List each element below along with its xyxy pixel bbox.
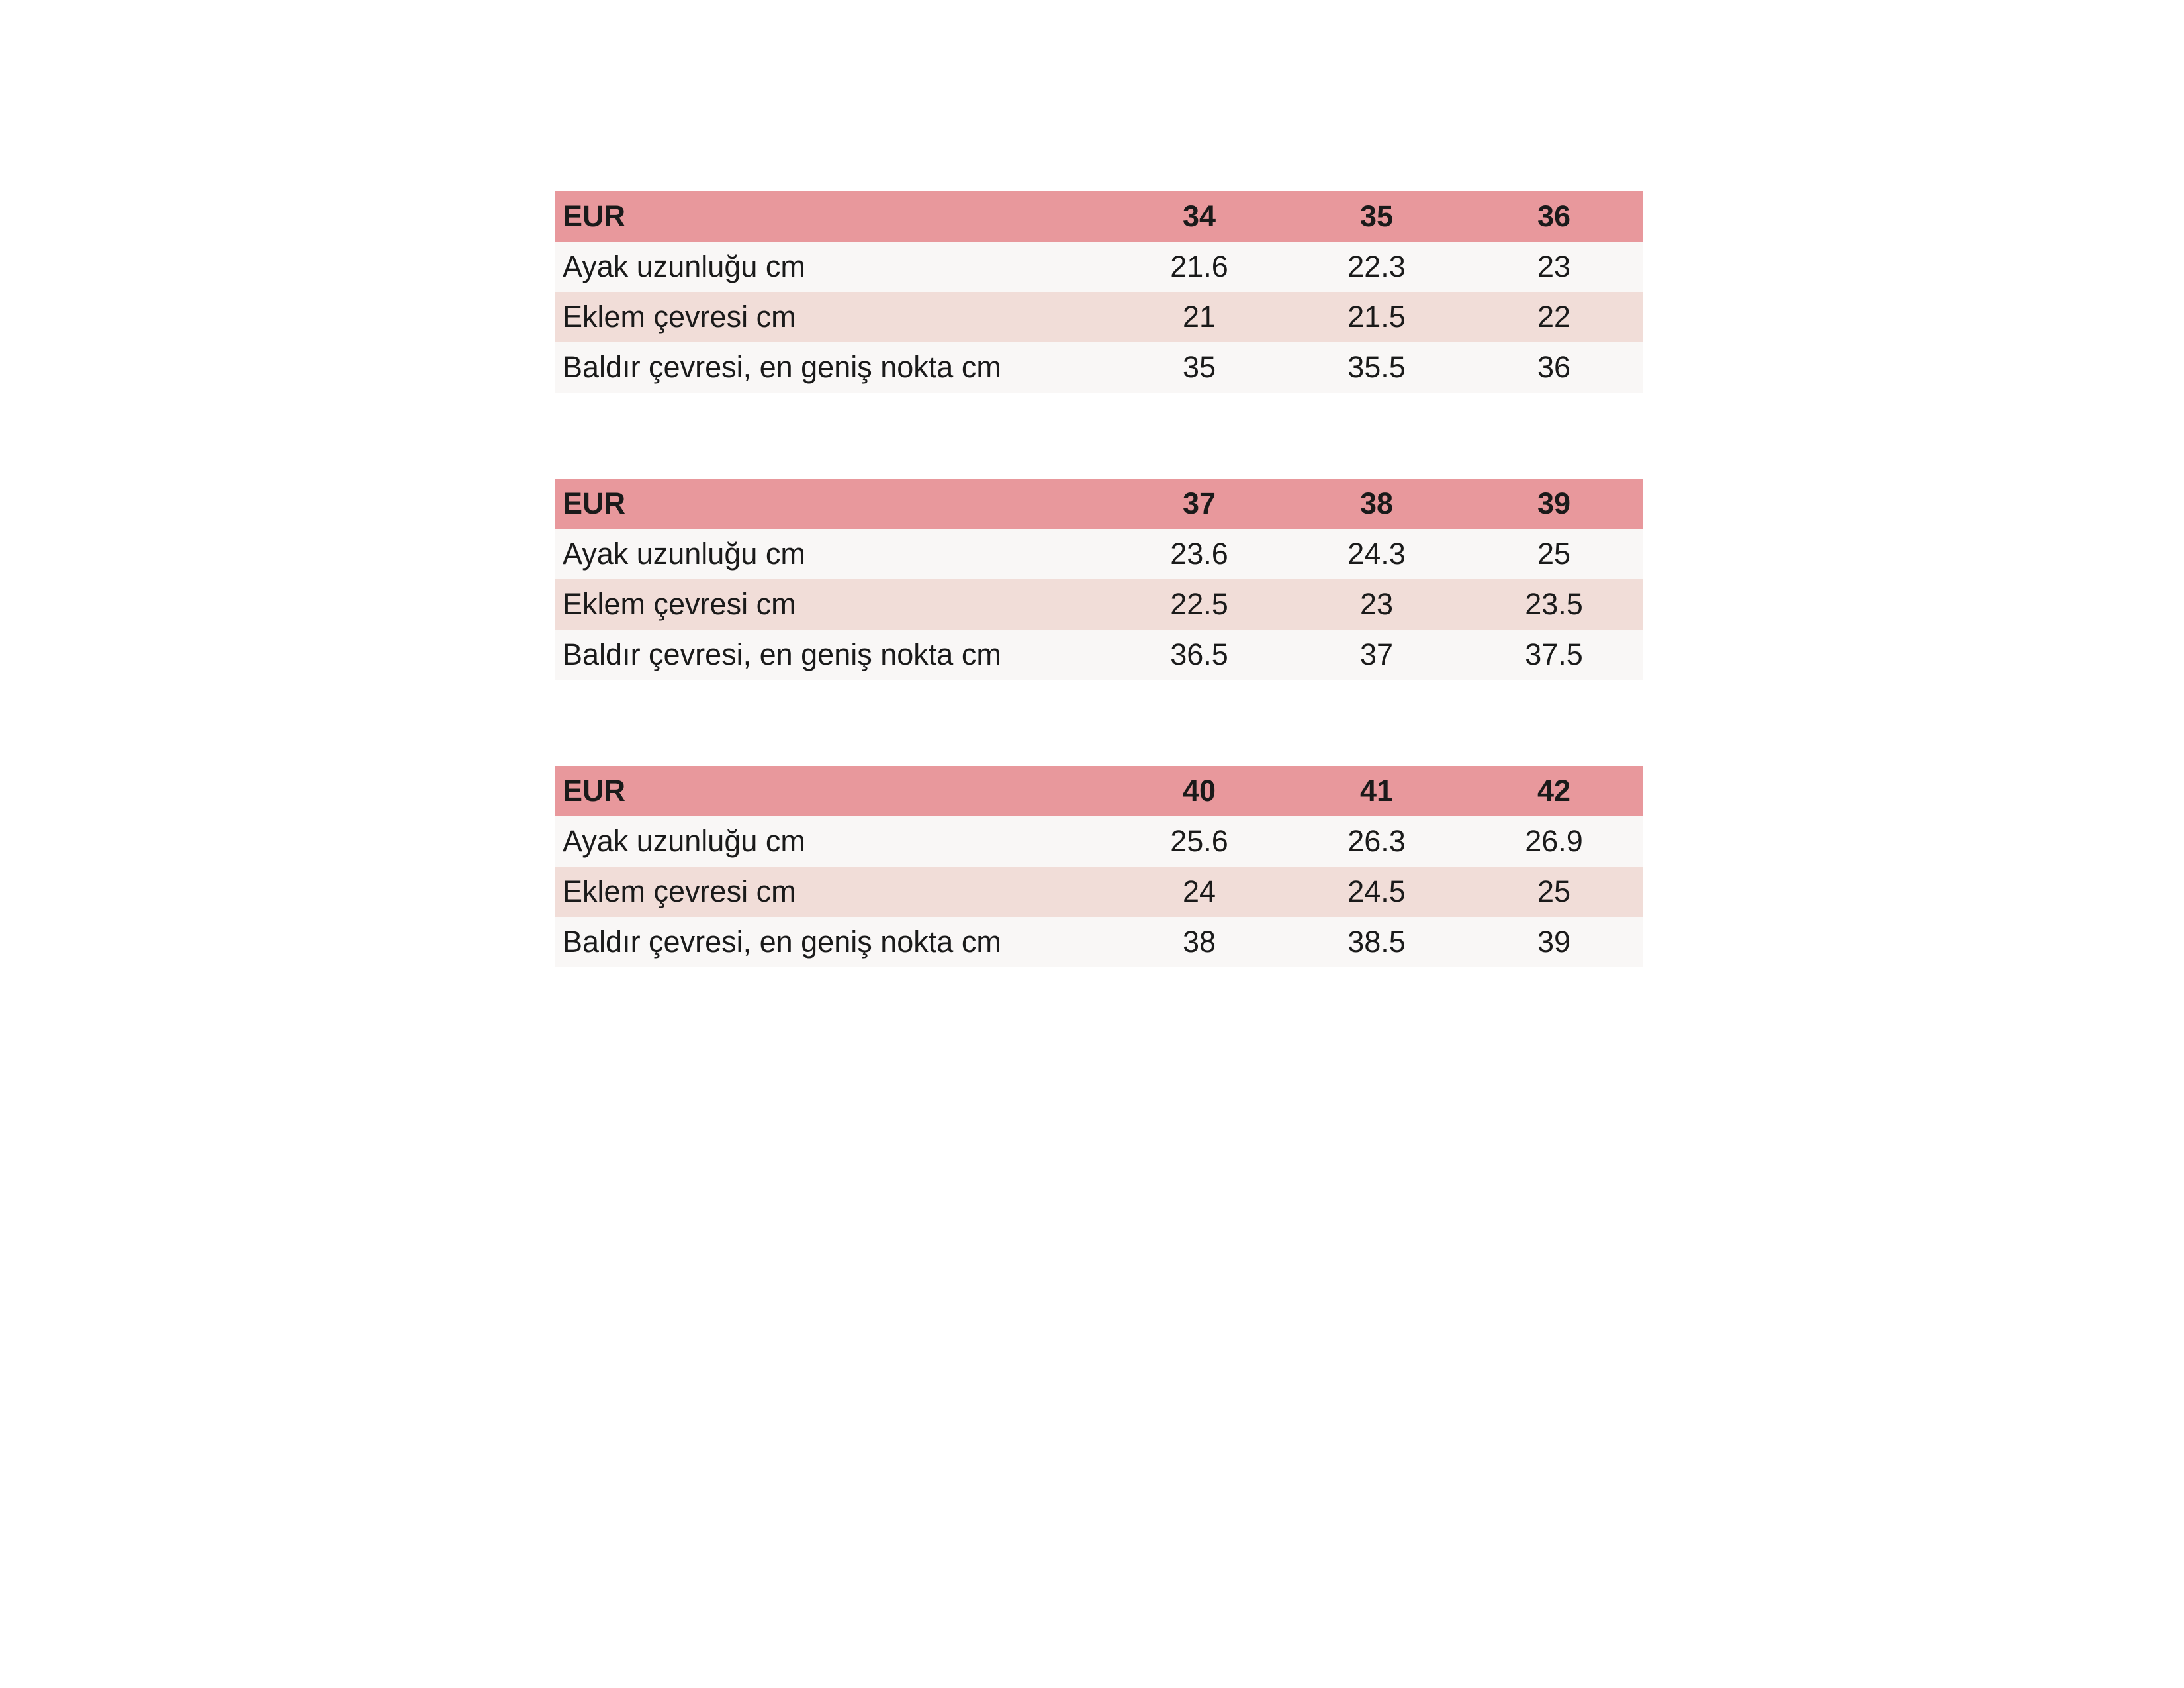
table-cell: 38 [1111, 917, 1288, 967]
size-table-1 [555, 191, 1643, 393]
table-cell: 24 [1111, 867, 1288, 917]
table-header-row [555, 479, 1643, 529]
table-cell: 37.5 [1465, 630, 1643, 680]
table-cell: 25 [1465, 867, 1643, 917]
table-header-row [555, 191, 1643, 242]
row-label: Eklem çevresi cm [555, 292, 1111, 342]
row-label: Eklem çevresi cm [555, 867, 1111, 917]
header-label-eur: EUR [555, 479, 1111, 529]
size-table-2 [555, 479, 1643, 680]
table-cell: 26.3 [1288, 816, 1465, 867]
table-cell: 36.5 [1111, 630, 1288, 680]
row-label: Ayak uzunluğu cm [555, 529, 1111, 579]
table-cell: 35.5 [1288, 342, 1465, 393]
table-cell: 36 [1465, 342, 1643, 393]
header-size: 38 [1288, 479, 1465, 529]
table-row-calf-circumference [555, 630, 1643, 680]
table-cell: 23 [1465, 242, 1643, 292]
header-size: 42 [1465, 766, 1643, 816]
header-label-eur: EUR [555, 766, 1111, 816]
row-label: Ayak uzunluğu cm [555, 816, 1111, 867]
header-size: 35 [1288, 191, 1465, 242]
header-size: 40 [1111, 766, 1288, 816]
table-row-foot-length [555, 529, 1643, 579]
row-label: Baldır çevresi, en geniş nokta cm [555, 917, 1111, 967]
table-cell: 22 [1465, 292, 1643, 342]
table-cell: 24.3 [1288, 529, 1465, 579]
table-row-joint-circumference [555, 867, 1643, 917]
table-row-calf-circumference [555, 342, 1643, 393]
table-cell: 23.5 [1465, 579, 1643, 630]
table-cell: 22.3 [1288, 242, 1465, 292]
table-cell: 22.5 [1111, 579, 1288, 630]
row-label: Ayak uzunluğu cm [555, 242, 1111, 292]
header-size: 39 [1465, 479, 1643, 529]
table-cell: 35 [1111, 342, 1288, 393]
size-table-3 [555, 766, 1643, 967]
table-row-joint-circumference [555, 292, 1643, 342]
row-label: Baldır çevresi, en geniş nokta cm [555, 630, 1111, 680]
table-row-foot-length [555, 816, 1643, 867]
table-cell: 23.6 [1111, 529, 1288, 579]
table-row-foot-length [555, 242, 1643, 292]
table-header-row [555, 766, 1643, 816]
header-size: 34 [1111, 191, 1288, 242]
row-label: Baldır çevresi, en geniş nokta cm [555, 342, 1111, 393]
table-cell: 21.6 [1111, 242, 1288, 292]
table-cell: 39 [1465, 917, 1643, 967]
row-label: Eklem çevresi cm [555, 579, 1111, 630]
header-size: 36 [1465, 191, 1643, 242]
table-cell: 26.9 [1465, 816, 1643, 867]
table-row-calf-circumference [555, 917, 1643, 967]
table-cell: 38.5 [1288, 917, 1465, 967]
table-cell: 23 [1288, 579, 1465, 630]
table-cell: 25.6 [1111, 816, 1288, 867]
table-row-joint-circumference [555, 579, 1643, 630]
table-cell: 37 [1288, 630, 1465, 680]
header-size: 41 [1288, 766, 1465, 816]
table-cell: 21.5 [1288, 292, 1465, 342]
header-size: 37 [1111, 479, 1288, 529]
table-cell: 24.5 [1288, 867, 1465, 917]
table-cell: 21 [1111, 292, 1288, 342]
table-cell: 25 [1465, 529, 1643, 579]
header-label-eur: EUR [555, 191, 1111, 242]
